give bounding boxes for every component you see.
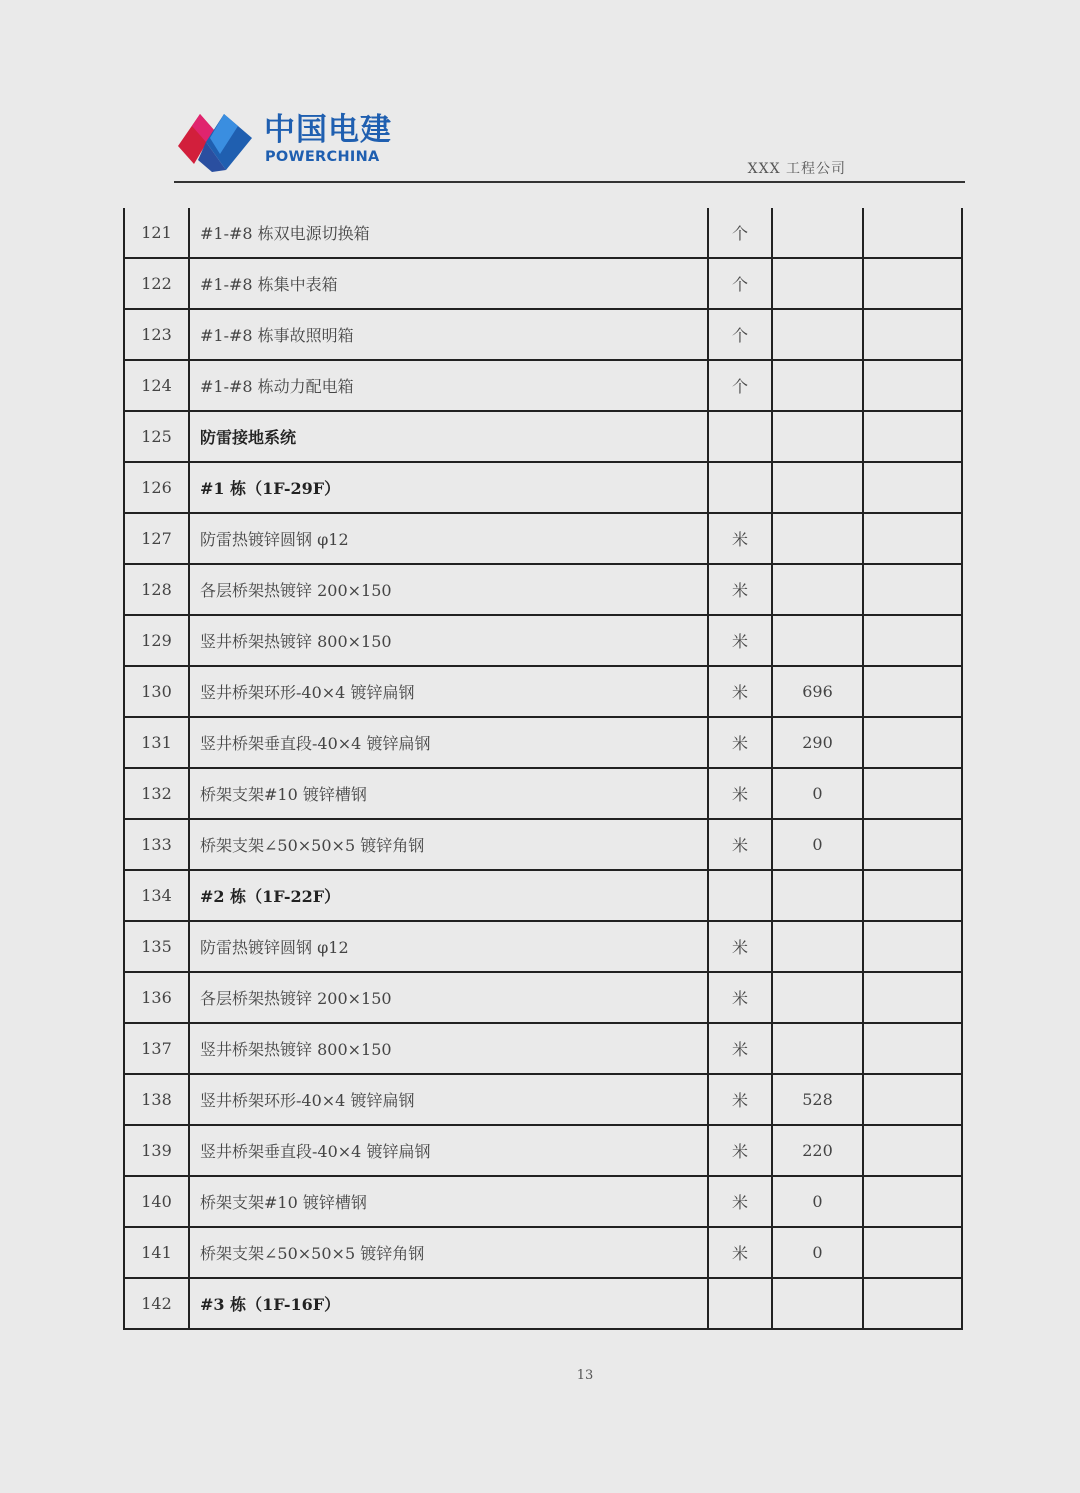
remark-cell bbox=[863, 819, 962, 870]
unit-cell: 个 bbox=[708, 258, 772, 309]
item-name-cell: 竖井桥架垂直段-40×4 镀锌扁钢 bbox=[189, 717, 708, 768]
quantity-cell bbox=[772, 258, 863, 309]
item-name-cell: #2 栋（1F-22F） bbox=[189, 870, 708, 921]
remark-cell bbox=[863, 1227, 962, 1278]
unit-cell: 个 bbox=[708, 360, 772, 411]
remark-cell bbox=[863, 564, 962, 615]
quantity-cell: 0 bbox=[772, 819, 863, 870]
item-name-cell: 桥架支架#10 镀锌槽钢 bbox=[189, 768, 708, 819]
table-row bbox=[124, 208, 962, 258]
item-name-cell: 防雷热镀锌圆钢 φ12 bbox=[189, 921, 708, 972]
table-row bbox=[124, 615, 962, 666]
quantity-cell bbox=[772, 972, 863, 1023]
item-name-cell: 竖井桥架垂直段-40×4 镀锌扁钢 bbox=[189, 1125, 708, 1176]
table-row bbox=[124, 717, 962, 768]
materials-table-body bbox=[124, 208, 962, 1329]
item-name-cell: 竖井桥架环形-40×4 镀锌扁钢 bbox=[189, 1074, 708, 1125]
row-number-cell: 123 bbox=[124, 309, 189, 360]
unit-cell: 个 bbox=[708, 309, 772, 360]
item-name-cell: 竖井桥架环形-40×4 镀锌扁钢 bbox=[189, 666, 708, 717]
row-number-cell: 132 bbox=[124, 768, 189, 819]
materials-table bbox=[123, 208, 963, 1330]
unit-cell: 米 bbox=[708, 717, 772, 768]
table-row bbox=[124, 921, 962, 972]
item-name-cell: #1-#8 栋事故照明箱 bbox=[189, 309, 708, 360]
remark-cell bbox=[863, 208, 962, 258]
logo-english-text: POWERCHINA bbox=[265, 149, 380, 165]
row-number-cell: 134 bbox=[124, 870, 189, 921]
quantity-cell bbox=[772, 513, 863, 564]
page-number: 13 bbox=[576, 1368, 594, 1383]
remark-cell bbox=[863, 870, 962, 921]
unit-cell: 米 bbox=[708, 921, 772, 972]
row-number-cell: 124 bbox=[124, 360, 189, 411]
row-number-cell: 135 bbox=[124, 921, 189, 972]
unit-cell: 个 bbox=[708, 208, 772, 258]
quantity-cell: 0 bbox=[772, 1176, 863, 1227]
table-row bbox=[124, 258, 962, 309]
remark-cell bbox=[863, 462, 962, 513]
quantity-cell: 220 bbox=[772, 1125, 863, 1176]
table-row bbox=[124, 513, 962, 564]
powerchina-logo-icon bbox=[176, 108, 256, 174]
row-number-cell: 142 bbox=[124, 1278, 189, 1329]
quantity-cell bbox=[772, 1023, 863, 1074]
remark-cell bbox=[863, 360, 962, 411]
quantity-cell bbox=[772, 360, 863, 411]
quantity-cell bbox=[772, 462, 863, 513]
unit-cell bbox=[708, 462, 772, 513]
item-name-cell: 竖井桥架热镀锌 800×150 bbox=[189, 1023, 708, 1074]
remark-cell bbox=[863, 258, 962, 309]
remark-cell bbox=[863, 921, 962, 972]
header-divider bbox=[174, 181, 965, 183]
unit-cell: 米 bbox=[708, 513, 772, 564]
table-row bbox=[124, 666, 962, 717]
remark-cell bbox=[863, 513, 962, 564]
unit-cell: 米 bbox=[708, 1074, 772, 1125]
table-row bbox=[124, 1023, 962, 1074]
quantity-cell: 0 bbox=[772, 1227, 863, 1278]
item-name-cell: 防雷热镀锌圆钢 φ12 bbox=[189, 513, 708, 564]
remark-cell bbox=[863, 1278, 962, 1329]
quantity-cell: 290 bbox=[772, 717, 863, 768]
row-number-cell: 133 bbox=[124, 819, 189, 870]
item-name-cell: #3 栋（1F-16F） bbox=[189, 1278, 708, 1329]
unit-cell: 米 bbox=[708, 615, 772, 666]
quantity-cell bbox=[772, 615, 863, 666]
table-row bbox=[124, 1278, 962, 1329]
quantity-cell: 696 bbox=[772, 666, 863, 717]
unit-cell: 米 bbox=[708, 1176, 772, 1227]
unit-cell: 米 bbox=[708, 768, 772, 819]
unit-cell: 米 bbox=[708, 666, 772, 717]
materials-table-container bbox=[123, 208, 961, 1330]
table-row bbox=[124, 1227, 962, 1278]
row-number-cell: 129 bbox=[124, 615, 189, 666]
table-row bbox=[124, 870, 962, 921]
item-name-cell: #1-#8 栋双电源切换箱 bbox=[189, 208, 708, 258]
table-row bbox=[124, 1125, 962, 1176]
table-row bbox=[124, 411, 962, 462]
unit-cell: 米 bbox=[708, 1023, 772, 1074]
quantity-cell bbox=[772, 564, 863, 615]
unit-cell bbox=[708, 1278, 772, 1329]
table-row bbox=[124, 972, 962, 1023]
quantity-cell: 528 bbox=[772, 1074, 863, 1125]
remark-cell bbox=[863, 666, 962, 717]
remark-cell bbox=[863, 1125, 962, 1176]
row-number-cell: 128 bbox=[124, 564, 189, 615]
row-number-cell: 131 bbox=[124, 717, 189, 768]
unit-cell: 米 bbox=[708, 972, 772, 1023]
remark-cell bbox=[863, 615, 962, 666]
table-row bbox=[124, 1074, 962, 1125]
unit-cell: 米 bbox=[708, 819, 772, 870]
item-name-cell: 各层桥架热镀锌 200×150 bbox=[189, 972, 708, 1023]
quantity-cell bbox=[772, 309, 863, 360]
table-row bbox=[124, 564, 962, 615]
logo-chinese-text: 中国电建 bbox=[264, 112, 392, 148]
remark-cell bbox=[863, 1074, 962, 1125]
quantity-cell bbox=[772, 921, 863, 972]
row-number-cell: 138 bbox=[124, 1074, 189, 1125]
row-number-cell: 130 bbox=[124, 666, 189, 717]
row-number-cell: 139 bbox=[124, 1125, 189, 1176]
row-number-cell: 127 bbox=[124, 513, 189, 564]
unit-cell bbox=[708, 870, 772, 921]
row-number-cell: 126 bbox=[124, 462, 189, 513]
quantity-cell: 0 bbox=[772, 768, 863, 819]
remark-cell bbox=[863, 972, 962, 1023]
item-name-cell: 桥架支架∠50×50×5 镀锌角钢 bbox=[189, 819, 708, 870]
item-name-cell: #1-#8 栋集中表箱 bbox=[189, 258, 708, 309]
quantity-cell bbox=[772, 208, 863, 258]
item-name-cell: #1-#8 栋动力配电箱 bbox=[189, 360, 708, 411]
row-number-cell: 121 bbox=[124, 208, 189, 258]
row-number-cell: 140 bbox=[124, 1176, 189, 1227]
item-name-cell: 防雷接地系统 bbox=[189, 411, 708, 462]
table-row bbox=[124, 1176, 962, 1227]
item-name-cell: 竖井桥架热镀锌 800×150 bbox=[189, 615, 708, 666]
company-name: XXX 工程公司 bbox=[747, 161, 846, 177]
page-header bbox=[0, 0, 1080, 190]
unit-cell: 米 bbox=[708, 564, 772, 615]
unit-cell: 米 bbox=[708, 1125, 772, 1176]
remark-cell bbox=[863, 309, 962, 360]
table-row bbox=[124, 768, 962, 819]
quantity-cell bbox=[772, 1278, 863, 1329]
remark-cell bbox=[863, 1023, 962, 1074]
unit-cell: 米 bbox=[708, 1227, 772, 1278]
item-name-cell: 各层桥架热镀锌 200×150 bbox=[189, 564, 708, 615]
remark-cell bbox=[863, 717, 962, 768]
remark-cell bbox=[863, 411, 962, 462]
unit-cell bbox=[708, 411, 772, 462]
item-name-cell: 桥架支架#10 镀锌槽钢 bbox=[189, 1176, 708, 1227]
item-name-cell: #1 栋（1F-29F） bbox=[189, 462, 708, 513]
table-row bbox=[124, 309, 962, 360]
row-number-cell: 141 bbox=[124, 1227, 189, 1278]
row-number-cell: 122 bbox=[124, 258, 189, 309]
remark-cell bbox=[863, 1176, 962, 1227]
table-row bbox=[124, 462, 962, 513]
quantity-cell bbox=[772, 411, 863, 462]
row-number-cell: 137 bbox=[124, 1023, 189, 1074]
item-name-cell: 桥架支架∠50×50×5 镀锌角钢 bbox=[189, 1227, 708, 1278]
table-row bbox=[124, 360, 962, 411]
row-number-cell: 136 bbox=[124, 972, 189, 1023]
quantity-cell bbox=[772, 870, 863, 921]
row-number-cell: 125 bbox=[124, 411, 189, 462]
table-row bbox=[124, 819, 962, 870]
remark-cell bbox=[863, 768, 962, 819]
